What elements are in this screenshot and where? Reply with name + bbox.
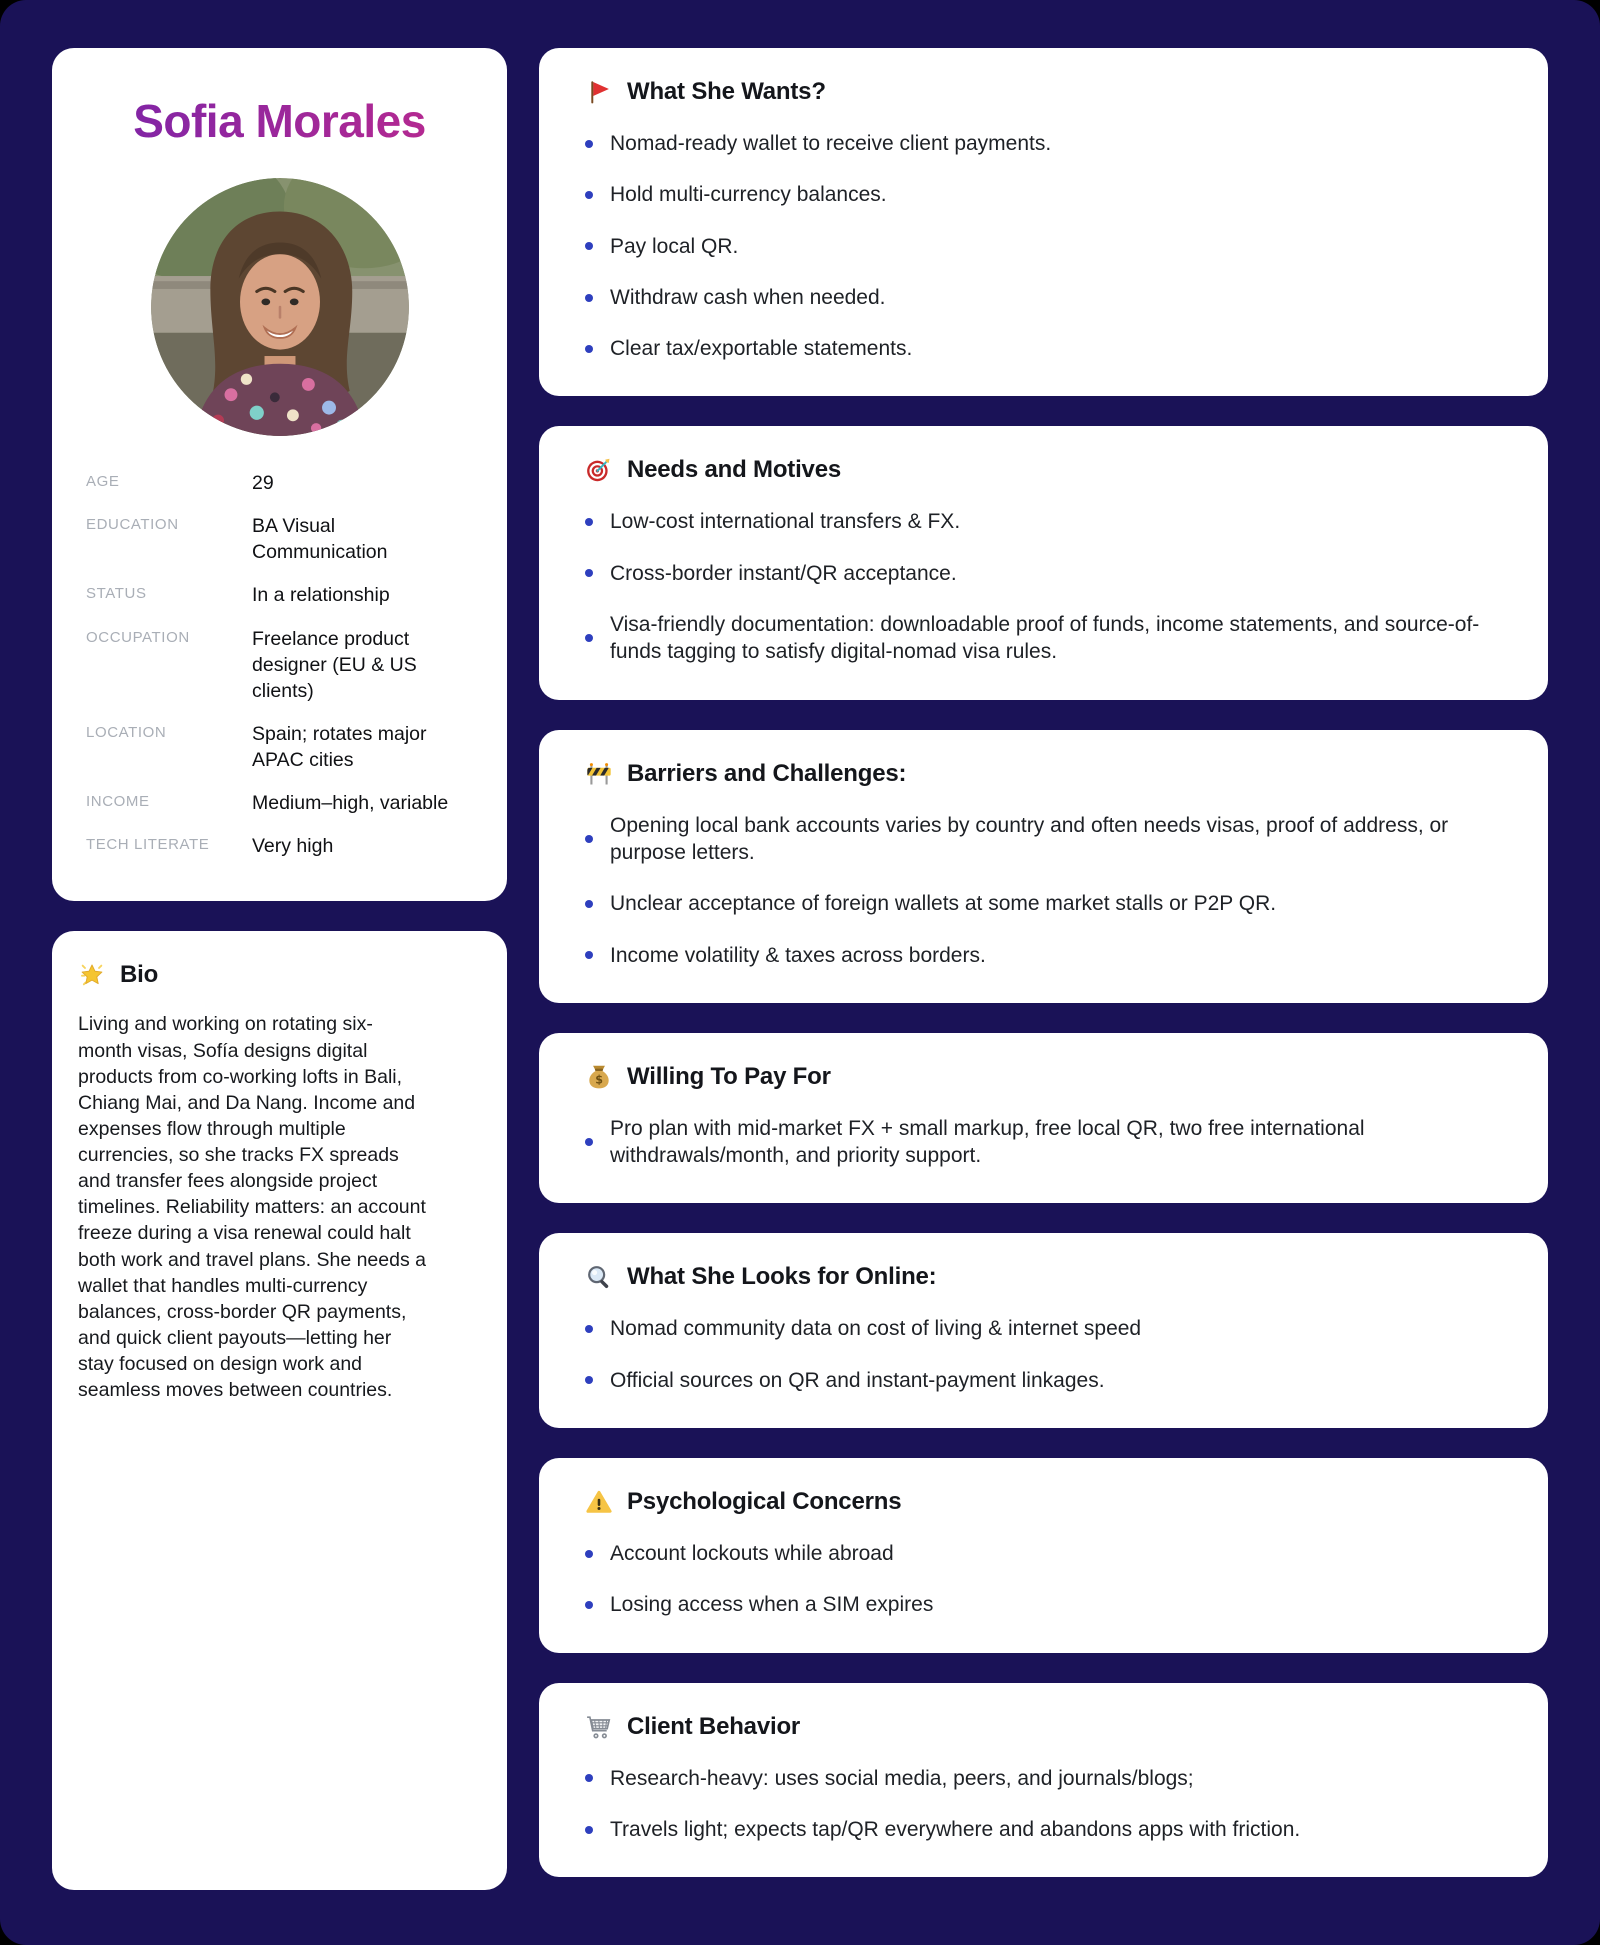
section-title: What She Looks for Online: bbox=[627, 1263, 937, 1291]
attribute-label: LOCATION bbox=[86, 723, 167, 741]
svg-text:$: $ bbox=[595, 1073, 603, 1087]
bullet-item: Account lockouts while abroad bbox=[585, 1540, 1502, 1567]
attribute-value: Spain; rotates major APAC cities bbox=[252, 722, 427, 771]
attribute-label: STATUS bbox=[86, 585, 147, 603]
bullet-item: Clear tax/exportable statements. bbox=[585, 335, 1502, 362]
bullet-item: Unclear acceptance of foreign wallets at some market stalls or P2P QR. bbox=[585, 890, 1502, 917]
bullet-item: Income volatility & taxes across borders. bbox=[585, 942, 1502, 969]
section-header bbox=[585, 1263, 1502, 1291]
attribute-label: INCOME bbox=[86, 793, 150, 811]
attribute-row bbox=[86, 470, 473, 496]
bio-card bbox=[52, 931, 507, 1890]
section-title: Needs and Motives bbox=[627, 456, 841, 484]
bio-header bbox=[78, 961, 481, 989]
section-card bbox=[539, 1033, 1548, 1204]
bullet-item: Official sources on QR and instant-payment linkages. bbox=[585, 1367, 1502, 1394]
bio-title: Bio bbox=[120, 961, 159, 989]
attribute-row bbox=[86, 790, 473, 816]
bullet-list bbox=[585, 812, 1502, 969]
section-card bbox=[539, 1683, 1548, 1878]
attribute-value: Freelance product designer (EU & US clients) bbox=[252, 627, 417, 702]
section-title: Psychological Concerns bbox=[627, 1488, 902, 1516]
bullet-item: Travels light; expects tap/QR everywhere and abandons apps with friction. bbox=[585, 1816, 1502, 1843]
attribute-value: Very high bbox=[252, 835, 334, 858]
left-column bbox=[52, 48, 507, 1890]
section-card bbox=[539, 1233, 1548, 1428]
section-header bbox=[585, 78, 1502, 106]
attribute-value: Medium–high, variable bbox=[252, 792, 449, 815]
bullet-list bbox=[585, 1540, 1502, 1619]
cart-icon bbox=[585, 1713, 613, 1741]
warning-icon bbox=[585, 1488, 613, 1516]
attribute-label: EDUCATION bbox=[86, 516, 179, 534]
section-card bbox=[539, 730, 1548, 1003]
bullet-list bbox=[585, 1765, 1502, 1844]
flag-icon bbox=[585, 78, 613, 106]
money-bag-icon bbox=[585, 1063, 613, 1091]
section-header bbox=[585, 760, 1502, 788]
section-card bbox=[539, 1458, 1548, 1653]
magnifier-icon bbox=[585, 1263, 613, 1291]
attribute-row bbox=[86, 582, 473, 608]
attribute-list bbox=[86, 470, 473, 859]
section-title: Client Behavior bbox=[627, 1712, 801, 1740]
profile-card bbox=[52, 48, 507, 901]
section-card bbox=[539, 426, 1548, 699]
persona-name: Sofia Morales bbox=[86, 94, 473, 148]
attribute-row bbox=[86, 833, 473, 859]
section-header bbox=[585, 1063, 1502, 1091]
attribute-value: BA Visual Communication bbox=[252, 515, 388, 564]
section-header bbox=[585, 456, 1502, 484]
bullet-item: Pro plan with mid-market FX + small markup, free local QR, two free international withdrawals/month, and priority support. bbox=[585, 1115, 1502, 1170]
barrier-icon bbox=[585, 760, 613, 788]
bullet-item: Cross-border instant/QR acceptance. bbox=[585, 560, 1502, 587]
section-title: Willing To Pay For bbox=[627, 1062, 831, 1090]
bullet-item: Visa-friendly documentation: downloadable proof of funds, income statements, and source-of-funds tagging to satisfy digital-nomad visa rules. bbox=[585, 611, 1502, 666]
section-header bbox=[585, 1488, 1502, 1516]
profile-photo bbox=[151, 178, 409, 436]
glowing-star-icon bbox=[78, 961, 106, 989]
bullet-item: Low-cost international transfers & FX. bbox=[585, 508, 1502, 535]
bullet-item: Research-heavy: uses social media, peers, and journals/blogs; bbox=[585, 1765, 1502, 1792]
bullet-item: Nomad community data on cost of living & internet speed bbox=[585, 1315, 1502, 1342]
bullet-item: Nomad-ready wallet to receive client payments. bbox=[585, 130, 1502, 157]
attribute-row bbox=[86, 721, 473, 773]
section-title: What She Wants? bbox=[627, 78, 826, 105]
bullet-list bbox=[585, 1115, 1502, 1170]
section-card bbox=[539, 48, 1548, 396]
bullet-item: Withdraw cash when needed. bbox=[585, 284, 1502, 311]
bio-text: Living and working on rotating six-month visas, Sofía designs digital products from co-working lofts in Bali, Chiang Mai, and Da Nang. Income and expenses flow through multiple currencies, so she tracks FX spreads and transfer fees alongside project timelines. Reliability matters: an account freeze during a visa renewal could halt both work and travel plans. She needs a wallet that handles multi-currency balances, cross-border QR payments, and quick client payouts—letting her stay focused on design work and seamless moves between countries. bbox=[78, 1013, 426, 1402]
attribute-label: TECH LITERATE bbox=[86, 836, 210, 854]
attribute-label: AGE bbox=[86, 473, 120, 490]
bullet-item: Opening local bank accounts varies by country and often needs visas, proof of address, or purpose letters. bbox=[585, 812, 1502, 867]
attribute-value: 29 bbox=[252, 472, 274, 494]
bullet-list bbox=[585, 508, 1502, 665]
target-icon bbox=[585, 456, 613, 484]
bullet-item: Pay local QR. bbox=[585, 233, 1502, 260]
section-title: Barriers and Challenges: bbox=[627, 759, 907, 787]
section-header bbox=[585, 1713, 1502, 1741]
attribute-row bbox=[86, 626, 473, 704]
attribute-label: OCCUPATION bbox=[86, 628, 190, 646]
bullet-item: Losing access when a SIM expires bbox=[585, 1591, 1502, 1618]
bullet-item: Hold multi-currency balances. bbox=[585, 181, 1502, 208]
right-column bbox=[539, 48, 1548, 1890]
attribute-row bbox=[86, 513, 473, 565]
bullet-list bbox=[585, 1315, 1502, 1394]
attribute-value: In a relationship bbox=[252, 584, 390, 607]
profile-photo-frame bbox=[86, 178, 473, 436]
bullet-list bbox=[585, 130, 1502, 362]
